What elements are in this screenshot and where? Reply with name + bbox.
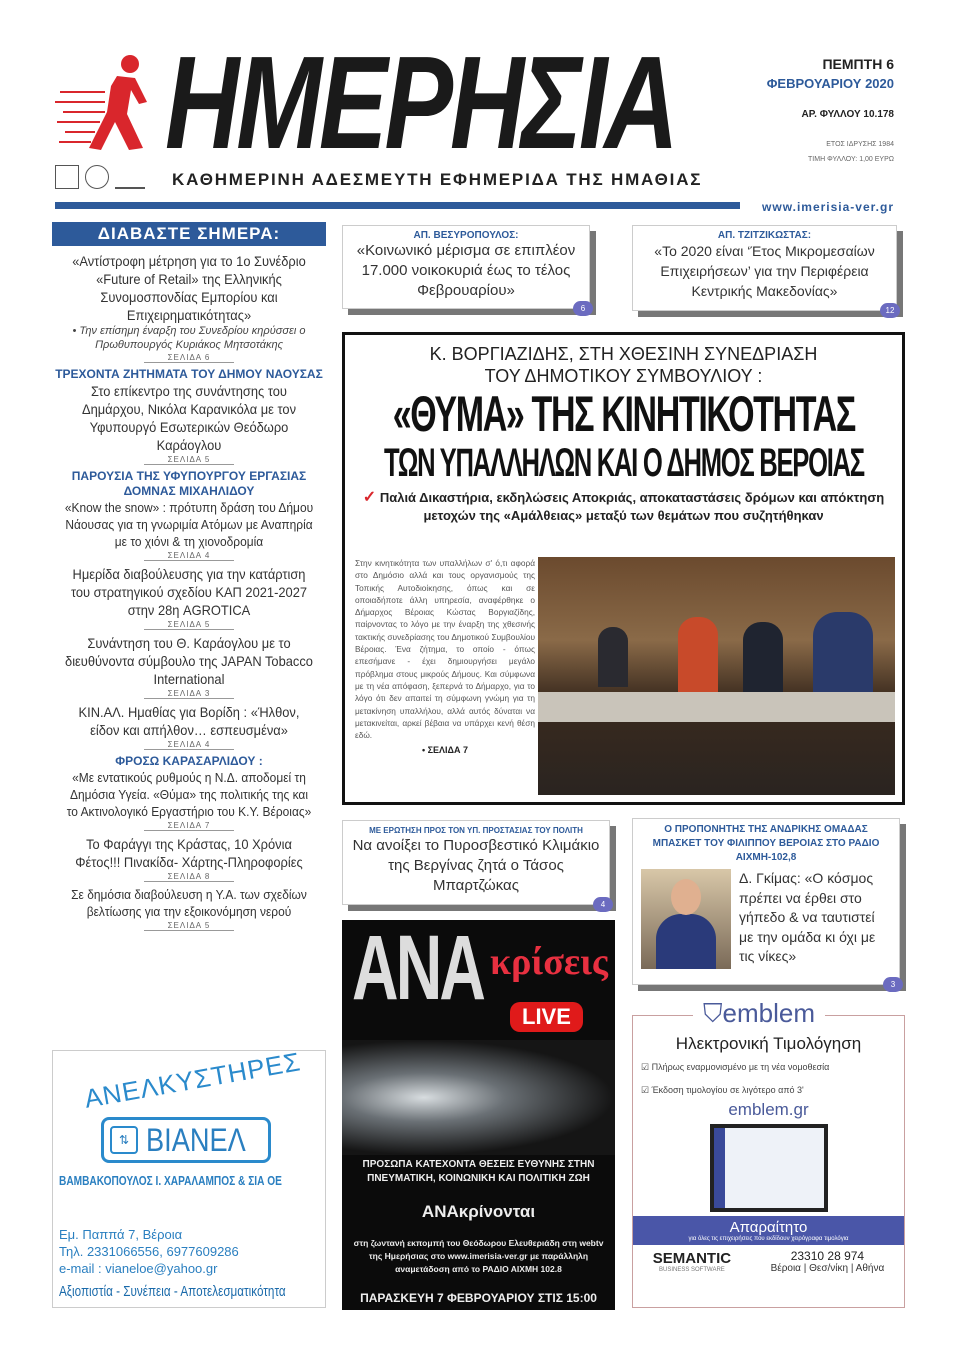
newspaper-title: ΗΜΕΡΗΣΙΑ [165, 29, 676, 176]
list-item[interactable]: Ημερίδα διαβούλευσης για την κατάρτιση του στρατηγικού σχεδίου ΚΑΠ 2021-2027 στην 28η AGROTICA ΣΕΛΙΔΑ 5 [70, 566, 308, 629]
council-meeting-photo [538, 557, 895, 795]
list-item[interactable]: ΚΙΝ.ΑΛ. Ημαθίας για Βορίδη : «Ήλθον, είδον και απήλθον… εσπευσμένα» ΣΕΛΙΔΑ 4 [78, 704, 300, 749]
page-badge: 3 [883, 977, 903, 992]
check-icon: ✓ [362, 489, 377, 506]
elevator-icon: ⇅ [110, 1126, 138, 1154]
headline: «ΘΥΜΑ» ΤΗΣ ΚΙΝΗΤΙΚΟΤΗΤΑΣ [392, 386, 855, 442]
seal-logo-icon [85, 165, 109, 189]
issue-price: ΤΙΜΗ ΦΥΛΛΟΥ: 1,00 ΕΥΡΩ [808, 156, 894, 163]
emblem-ad[interactable]: ⛉emblem Ηλεκτρονική Τιμολόγηση ☑ Πλήρως εναρμονισμένο με τη νέα νομοθεσία ☑ Έκδοση τιμολογίου σε λιγότερο από 3' emblem.gr Απαραίτητο για όλες τις επιχειρήσεις που εκδίδουν χειρόγραφα τιμολόγια SEMANTIC BUSINESS SOFTWARE 23310 28 974 Βέροια | Θεσ/νίκη | Αθήνα [632, 1015, 905, 1308]
list-item[interactable]: Σε δημόσια διαβούλευση η Υ.Α. των σχεδίων βελτίωσης για την εξοικονόμηση νερού ΣΕΛΙΔΑ 5 [71, 887, 307, 930]
emblem-url[interactable]: emblem.gr [728, 1100, 809, 1119]
checkbox-icon: ☑ [641, 1062, 652, 1072]
chair-photo [342, 1040, 615, 1155]
list-item[interactable]: ΠΑΡΟΥΣΙΑ ΤΗΣ ΥΦΥΠΟΥΡΓΟΥ ΕΡΓΑΣΙΑΣ ΔΟΜΝΑΣ ΜΙΧΑΗΛΙΔΟΥ «Know the snow» : πρότυπη δράση του Δήμου Νάουσας για τη γνωριμία Ατόμων με Αναπηρία με το χιόνι & τη χιονοδρομία ΣΕΛΙΔΑ 4 [64, 469, 314, 560]
ad-title-small: κρίσεις [490, 941, 608, 983]
page-badge: 6 [573, 301, 593, 316]
ad-title-big: ΑΝΑ [352, 920, 484, 1019]
teaser-box[interactable]: ΑΠ. ΤΖΙΤΖΙΚΩΣΤΑΣ: «Το 2020 είναι ‘Έτος Μικρομεσαίων Επιχειρήσεων’ για την Περιφέρεια Κεντρικής Μακεδονίας» 12 [632, 225, 897, 311]
lead-page: • ΣΕΛΙΔΑ 7 [421, 745, 469, 756]
press-logo-icon [55, 165, 79, 189]
contents-header: ΔΙΑΒΑΣΤΕ ΣΗΜΕΡΑ: [52, 222, 326, 246]
live-badge: LIVE [510, 1002, 583, 1032]
vianel-brand: ΒΙΑΝΕΛ [146, 1122, 246, 1158]
teaser-box[interactable]: Ο ΠΡΟΠΟΝΗΤΗΣ ΤΗΣ ΑΝΔΡΙΚΗΣ ΟΜΑΔΑΣ ΜΠΑΣΚΕΤ ΤΟΥ ΦΙΛΙΠΠΟΥ ΒΕΡΟΙΑΣ ΣΤΟ ΡΑΔΙΟ ΑΙΧΜΗ-102,8 Δ. Γκίμας: «Ο κόσμος πρέπει να έρθει στο γήπεδο & να ταυτιστεί με την ομάδα κι όχι με τις νίκες» 3 [632, 818, 900, 985]
newspaper-title-wrap [165, 29, 745, 176]
association-logos [55, 165, 145, 189]
contents-column [52, 222, 326, 935]
lead-body: Στην κινητικότητα των υπαλλήλων σ' ό,τι αφορά στο Δημόσιο αλλά και τους οργανισμούς της Τοπικής Αυτοδιοίκησης, όπως και σε οποιαδήποτε άλλη υπηρεσία, αναφέρθηκε ο Δήμαρχος Βέροιας Κώστας Βοργιαζίδης, παίρνοντας το λόγο με την έναρξη της χθεσινής τακτικής συνεδρίασης του Δημοτικού Συμβουλίου Βέροιας. Ένα ζήτημα, το οποίο - όπως επεσήμανε - έχει δημιουργήσει μεγάλο πρόβλημα στους μικρούς Δήμους. Και σύμφωνα με τη νέα απόφαση, ξεπερνά το Δήμαρχο, για το λόγο ότι δεν απαιτεί τη σύμφωνη γνώμη για τη μετακίνηση υπαλλήλου, αλλά αυτός δύναται να μετακινείται, αρκεί βέβαια να υπάρχει κενή θέση εδώ. [355, 558, 535, 741]
vianel-ad[interactable]: ΑΝΕΛΚΥΣΤΗΡΕΣ ⇅ ΒΙΑΝΕΛ ΒΑΜΒΑΚΟΠΟΥΛΟΣ Ι. ΧΑΡΑΛΑΜΠΟΣ & ΣΙΑ ΟΕ Εμ. Παππά 7, Βέροια Τηλ. 2331066556, 6977609286 e-mail : vianeloe@yahoo.gr Αξιοπιστία - Συνέπεια - Αποτελεσματικότητα [52, 1050, 326, 1308]
header-divider [55, 202, 740, 209]
lead-kicker-2: ΤΟΥ ΔΗΜΟΤΙΚΟΥ ΣΥΜΒΟΥΛΙΟΥ : [484, 366, 763, 386]
lead-story[interactable] [342, 332, 905, 805]
teaser-box[interactable]: ΑΠ. ΒΕΣΥΡΟΠΟΥΛΟΣ: «Κοινωνικό μέρισμα σε επιπλέον 17.000 νοικοκυριά έως το τέλος Φεβρουαρίου» 6 [342, 225, 590, 309]
founded-year: ΕΤΟΣ ΙΔΡΥΣΗΣ 1984 [826, 141, 894, 148]
checkbox-icon: ☑ [641, 1085, 652, 1095]
laptop-screenshot-icon [710, 1124, 828, 1212]
list-item[interactable]: Συνάντηση του Θ. Καράογλου με το διευθύνοντα σύμβουλο της JAPAN Tobacco International ΣΕΛΙΔΑ 3 [65, 635, 313, 698]
list-item[interactable]: ΦΡΟΣΩ ΚΑΡΑΣΑΡΛΙΔΟΥ : «Με εντατικούς ρυθμούς η Ν.Δ. αποδομεί τη Δημόσια Υγεία. «Θύμα» της πολιτικής της και το Ακτινολογικό Εργαστήριο του Κ.Υ. Βέροιας» ΣΕΛΙΔΑ 7 [66, 754, 312, 830]
list-item[interactable]: Το Φαράγγι της Κράστας, 10 Χρόνια Φέτος!!! Πινακίδα- Χάρτης-Πληροφορίες ΣΕΛΙΔΑ 8 [75, 836, 303, 881]
page-badge: 4 [593, 897, 613, 912]
website-link[interactable]: www.imerisia-ver.gr [762, 200, 894, 214]
runner-logo-icon [55, 52, 155, 152]
issue-day: ΠΕΜΠΤΗ 6 [822, 56, 894, 72]
issue-date: ΦΕΒΡΟΥΑΡΙΟΥ 2020 [766, 76, 894, 91]
emblem-brand: ⛉emblem [693, 998, 825, 1030]
anakriseis-ad[interactable]: ΑΝΑ κρίσεις LIVE ΠΡΟΣΩΠΑ ΚΑΤΕΧΟΝΤΑ ΘΕΣΕΙΣ ΕΥΘΥΝΗΣ ΣΤΗΝ ΠΝΕΥΜΑΤΙΚΗ, ΚΟΙΝΩΝΙΚΗ ΚΑΙ ΠΟΛΙΤΙΚΗ ΖΩΗ ΑΝΑκρίνονται στη ζωντανή εκπομπή του Θεόδωρου Ελευθεριάδη στη webtv της Ημερήσιας στο www.imerisia-ver.gr με παράλληλη αναμετάδοση από το ΡΑΔΙΟ ΑΙΧΜΗ 102.8 ΠΑΡΑΣΚΕΥΗ 7 ΦΕΒΡΟΥΑΡΙΟΥ ΣΤΙΣ 15:00 [342, 920, 615, 1310]
vianel-arc-text: ΑΝΕΛΚΥΣΤΗΡΕΣ [82, 1046, 303, 1114]
list-item[interactable]: ΤΡΕΧΟΝΤΑ ΖΗΤΗΜΑΤΑ ΤΟΥ ΔΗΜΟΥ ΝΑΟΥΣΑΣ Στο επίκεντρο της συνάντησης του Δημάρχου, Νικόλα Καρανικόλα με τον Υφυπουργό Εσωτερικών Θεόδωρο Καράογλου ΣΕΛΙΔΑ 5 [55, 367, 323, 464]
page-badge: 12 [880, 303, 900, 318]
newspaper-subtitle: ΚΑΘΗΜΕΡΙΝΗ ΑΔΕΣΜΕΥΤΗ ΕΦΗΜΕΡΙΔΑ ΤΗΣ ΗΜΑΘΙΑΣ [172, 170, 703, 189]
issue-number: ΑΡ. ΦΥΛΛΟΥ 10.178 [801, 109, 894, 120]
teaser-box[interactable]: ΜΕ ΕΡΩΤΗΣΗ ΠΡΟΣ ΤΟΝ ΥΠ. ΠΡΟΣΤΑΣΙΑΣ ΤΟΥ ΠΟΛΙΤΗ Να ανοίξει το Πυροσβεστικό Κλιμάκιο της Βεργίνας ζητά ο Τάσος Μπαρτζώκας 4 [342, 820, 610, 905]
shield-icon: ⛉ [703, 998, 723, 1028]
edi-logo-icon [115, 165, 145, 189]
subheadline: Παλιά Δικαστήρια, εκδηλώσεις Αποκριάς, αποκαταστάσεις δρόμων και απόκτηση μετοχών της «Αμάλθειας» μεταξύ των θεμάτων που συζητήθηκαν [379, 490, 885, 523]
lead-kicker: Κ. ΒΟΡΓΙΑΖΙΔΗΣ, ΣΤΗ ΧΘΕΣΙΝΗ ΣΥΝΕΔΡΙΑΣΗ [429, 344, 818, 364]
list-item[interactable]: «Αντίστροφη μέτρηση για το 1ο Συνέδριο «Future of Retail» της Ελληνικής Συνομοσπονδίας Εμπορίου και Επιχειρηματικότητας» • Την επίσημη έναρξη του Συνεδρίου κηρύσσει ο Πρωθυπουργός Κυριάκος Μητσοτάκης ΣΕΛΙΔΑ 6 [72, 253, 306, 362]
coach-photo [641, 869, 731, 969]
headline-2: ΤΩΝ ΥΠΑΛΛΗΛΩΝ ΚΑΙ Ο ΔΗΜΟΣ ΒΕΡΟΙΑΣ [383, 441, 864, 485]
lead-text-column [355, 557, 535, 755]
semantic-logo: SEMANTIC [652, 1250, 732, 1267]
